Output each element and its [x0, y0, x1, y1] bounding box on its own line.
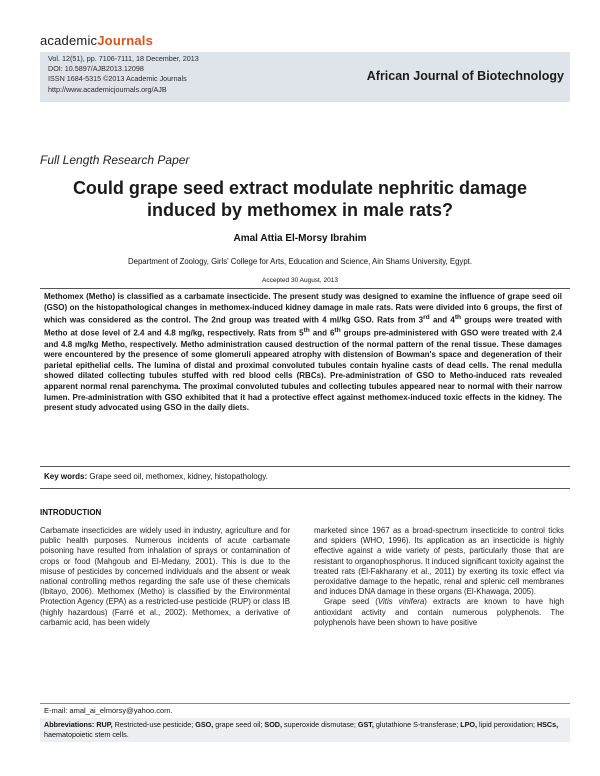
abbr-term: GST,	[357, 720, 374, 729]
title-line-1: Could grape seed extract modulate nephritic damage	[72, 178, 528, 198]
keywords	[44, 472, 564, 481]
meta-url[interactable]: http://www.academicjournals.org/AJB	[48, 84, 167, 94]
abstract-part-1: Methomex (Metho) is classified as a carbamate insecticide. The present study was designed to examine the influence of grape seed oil (GSO) on the histopathological changes in methomex-induced kidney damage in male rats. Rats were divided into 6 groups, the first of which was considered as the control. The 2nd group was treated with 4 ml/kg GSO. Rats from 3	[44, 292, 562, 325]
p3-italic-species: Vitis vinifera	[377, 597, 425, 607]
intro-paragraph-1: Carbamate insecticides are widely used in industry, agriculture and for public health purposes. Numerous incidents of acute carbamate poisoning have resulted from inhalation of sprays or contamination of crops or food (Mahgoub and El-Medany, 2001). This is due to the misuse of pesticides by concerned individuals and the absent or weak national controlling methos regarding the safe use of these chemicals (Ibitayo, 2006). Methomex (Metho) is classified by the Environmental Protection Agency (EPA) as a restricted-use pesticide (RUP) or class IB (highly hazardous) (Farré et al., 2002). Methomex, a derivative of carbamic acid, has been widely	[40, 526, 290, 627]
title-line-2: induced by methomex in male rats?	[146, 200, 454, 220]
abstract-part-4: and 6	[309, 329, 335, 339]
abbr-desc: lipid peroxidation;	[477, 720, 537, 729]
abbr-desc: glutathione S-transferase;	[373, 720, 461, 729]
abstract-part-3: groups were treated with Metho at dose level of 2.4 and 4.8 mg/kg, respectively. Rats from 5	[44, 315, 562, 339]
body-column-right	[314, 526, 564, 628]
logo-journals: Journals	[97, 33, 154, 48]
meta-volume: Vol. 12(51), pp. 7106-7111, 18 December, 2013	[48, 54, 199, 63]
abbr-term: GSO,	[195, 720, 214, 729]
p3-part-b: ) extracts are known to have high antioxidant activity and contain numerous polyphenols. The polyphenols have been shown to have positive	[314, 597, 564, 627]
journal-logo	[40, 33, 153, 48]
abbreviations-label: Abbreviations:	[44, 720, 95, 729]
abstract-text	[44, 292, 562, 414]
body-column-left	[40, 526, 290, 628]
meta-doi[interactable]: DOI: 10.5897/AJB2013.12098	[48, 64, 144, 74]
abbr-term: RUP,	[96, 720, 113, 729]
keywords-text: Grape seed oil, methomex, kidney, histopathology.	[87, 472, 268, 481]
journal-name: African Journal of Biotechnology	[366, 69, 564, 83]
intro-paragraph-3	[314, 597, 564, 628]
intro-paragraph-2: marketed since 1967 as a broad-spectrum insecticide to control ticks and spiders (WHO, 1996). Its application as an insecticide is highly effective against a wide variety of pests, particularly those that are resistant to organophosphorus. It induced significant toxicity against the treated rats (El-Fakharany et al., 2011) by exerting its toxic effect via peroxidative damage to the hepatic, renal and splenic cell membranes and induces DNA damage in these organs (El-Khawaga, 2005).	[314, 526, 564, 597]
logo-academic: academic	[40, 33, 98, 48]
abbr-term: HSCs,	[536, 720, 559, 729]
abbr-term: SOD,	[264, 720, 282, 729]
paper-type: Full Length Research Paper	[40, 153, 190, 167]
abstract-part-5: groups pre-administered with GSO were treated with 2.4 and 4.8 mg/kg Metho, respectively. Metho administration caused destruction of the normal pattern of the renal tissue. These damages were encountered by the presence of some glomeruli appeared atrophy with distension of Bowman's space and degeneration of their parietal epithelial cells. The lumina of distal and proximal convoluted tubules contain hyaline casts of dead cells. The renal medulla showed dilated collecting tubules stuffed with red blood cells (RBCs). Pre-administration of GSO to Metho-induced rats revealed apparent normal renal parenchyma. The proximal convoluted tubules and collecting tubules appeared near to normal with their narrow lumen. Pre-administration with GSO exhibited that it had a protective effect against methomex-induced toxic effects in the kidney. The present study advocated using GSO in the daily diets.	[44, 329, 563, 413]
author-name: Amal Attia El-Morsy Ibrahim	[233, 233, 367, 244]
citation-meta	[48, 54, 199, 95]
abstract-sup-2: th	[454, 314, 462, 322]
abstract-sup-1: rd	[423, 314, 430, 322]
introduction-heading: INTRODUCTION	[40, 508, 102, 517]
author-affiliation: Department of Zoology, Girls' College for Arts, Education and Science, Ain Shams University, Egypt.	[128, 257, 472, 266]
corresponding-email[interactable]: E-mail: amal_ai_elmorsy@yahoo.com.	[44, 706, 173, 715]
abbr-desc: haematopoietic stem cells.	[44, 730, 129, 739]
abbr-desc: grape seed oil;	[213, 720, 265, 729]
keywords-label: Key words:	[44, 472, 88, 481]
meta-issn: ISSN 1684-5315 ©2013 Academic Journals	[48, 74, 187, 84]
abstract-part-2: and 4	[429, 315, 455, 325]
accepted-date: Accepted 30 August, 2013	[262, 277, 338, 284]
paper-title	[60, 177, 540, 221]
abstract-sup-3: th	[303, 327, 310, 335]
abbr-desc: superoxide dismutase;	[282, 720, 358, 729]
abbr-desc: Restricted-use pesticide;	[112, 720, 196, 729]
p3-part-a: Grape seed (	[324, 597, 378, 607]
keywords-divider	[40, 488, 570, 489]
abbr-term: LPO,	[460, 720, 477, 729]
abbreviations	[44, 720, 564, 740]
abstract-sup-4: th	[334, 327, 341, 335]
footnote-divider	[40, 703, 570, 704]
